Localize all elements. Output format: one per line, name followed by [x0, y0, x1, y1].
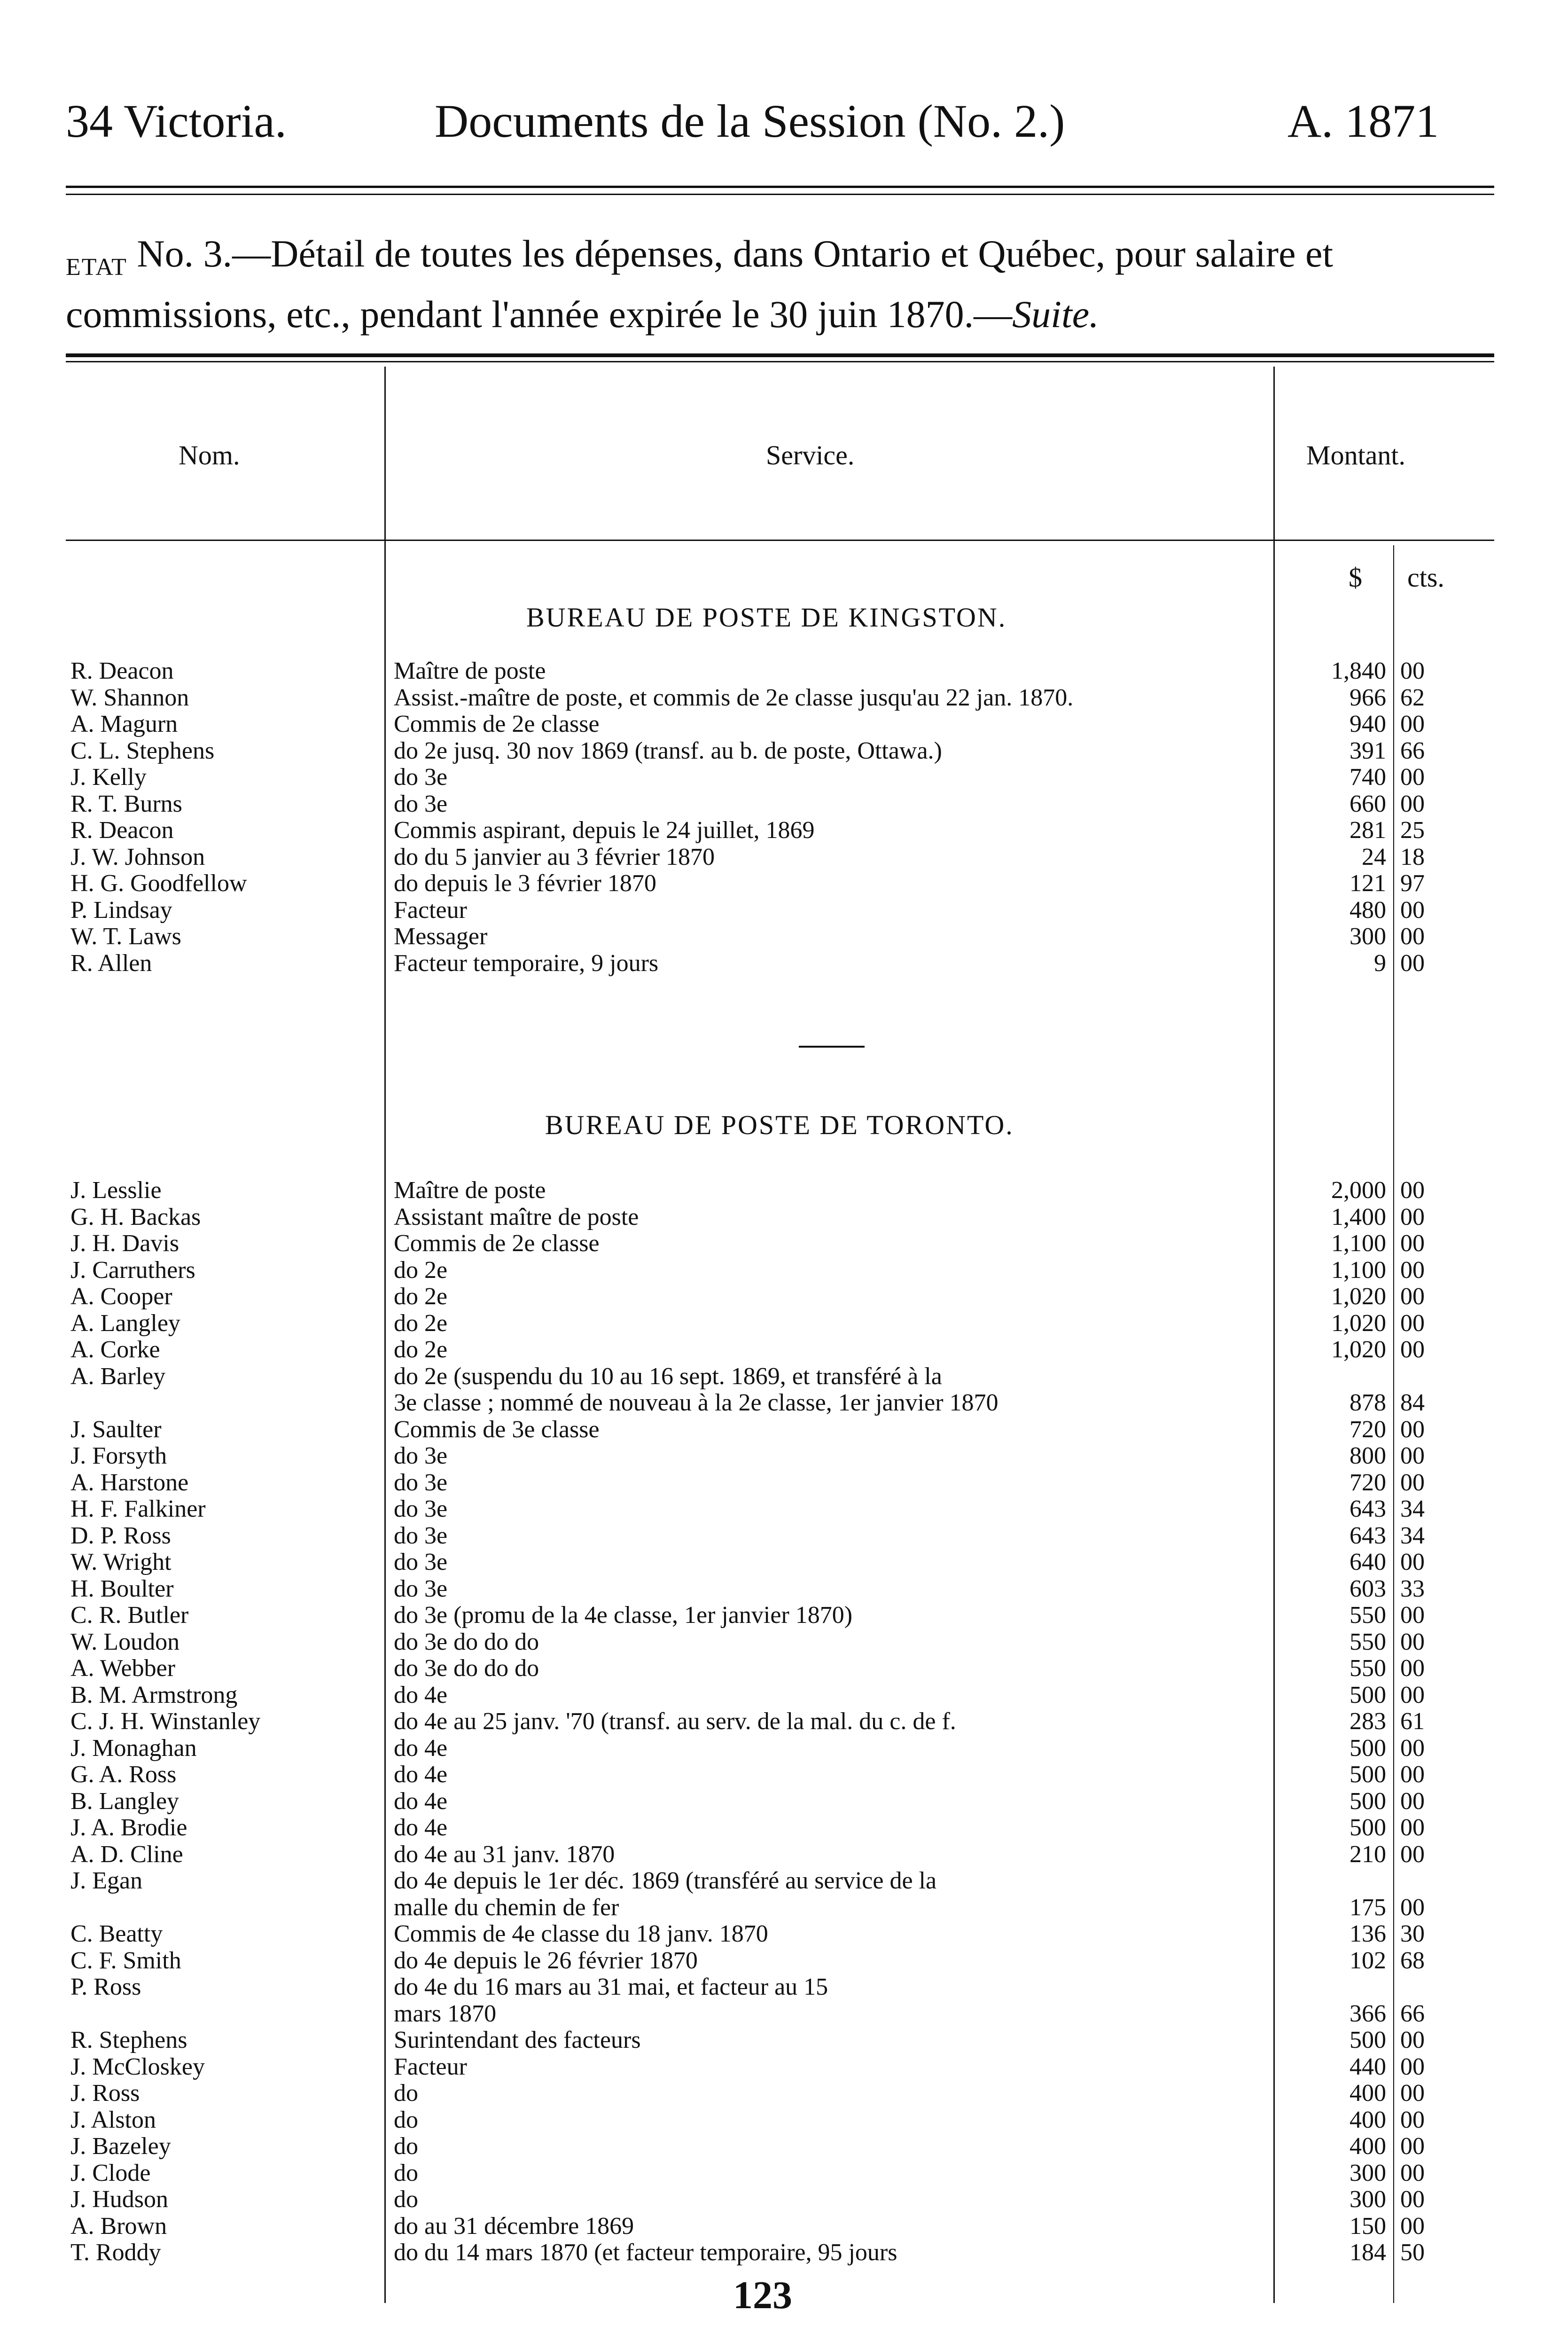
table-row: [0, 2080, 1568, 2107]
employee-name: J. Hudson: [70, 2186, 169, 2213]
employee-name: W. Wright: [70, 1549, 172, 1575]
service-description: Assist.-maître de poste, et commis de 2e classe jusqu'au 22 jan. 1870.: [394, 684, 1074, 711]
service-description: Facteur: [394, 2053, 467, 2080]
amount-cents: 00: [1400, 1443, 1425, 1469]
amount-cents: 00: [1400, 2160, 1425, 2186]
service-description: do 3e: [394, 1522, 448, 1549]
service-description: do: [394, 2107, 418, 2133]
amount-dollars: 150: [1350, 2213, 1386, 2240]
table-row: [0, 711, 1568, 737]
service-description: Maître de poste: [394, 658, 546, 684]
employee-name: A. Harstone: [70, 1469, 189, 1496]
table-row: [0, 2001, 1568, 2027]
table-row: [0, 844, 1568, 870]
service-description: do 3e: [394, 1496, 448, 1522]
table-row: [0, 897, 1568, 924]
table-row: [0, 2133, 1568, 2160]
service-description: malle du chemin de fer: [394, 1894, 619, 1921]
amount-cents: 00: [1400, 1337, 1425, 1363]
amount-cents: 00: [1400, 791, 1425, 817]
table-row: [0, 1762, 1568, 1788]
employee-name: C. F. Smith: [70, 1947, 181, 1974]
table-row: [0, 1576, 1568, 1602]
table-row: [0, 1257, 1568, 1284]
amount-dollars: 300: [1350, 2160, 1386, 2186]
amount-cents: 97: [1400, 870, 1425, 897]
amount-dollars: 400: [1350, 2080, 1386, 2107]
employee-name: J. H. Davis: [70, 1230, 179, 1257]
amount-dollars: 9: [1374, 950, 1386, 977]
service-description: Messager: [394, 924, 488, 950]
title-text: No. 3.—Détail de toutes les dépenses, dans Ontario et Québec, pour salaire et commissions, etc., pendant l'année expirée le 30 juin 1870.—: [66, 232, 1334, 336]
table-row: [0, 1443, 1568, 1469]
amount-cents: 50: [1400, 2240, 1425, 2266]
employee-name: J. Saulter: [70, 1416, 162, 1443]
employee-name: T. Roddy: [70, 2240, 161, 2266]
amount-dollars: 210: [1350, 1841, 1386, 1868]
service-description: do 4e: [394, 1735, 448, 1762]
amount-cents: 00: [1400, 1655, 1425, 1682]
table-row: [0, 1921, 1568, 1947]
amount-dollars: 940: [1350, 711, 1386, 737]
amount-cents: 00: [1400, 1230, 1425, 1257]
amount-dollars: 184: [1350, 2240, 1386, 2266]
amount-cents: 00: [1400, 2213, 1425, 2240]
employee-name: R. Allen: [70, 950, 152, 977]
amount-dollars: 391: [1350, 737, 1386, 764]
employee-name: J. Lesslie: [70, 1177, 162, 1204]
employee-name: J. Alston: [70, 2107, 156, 2133]
table-row: [0, 950, 1568, 977]
amount-dollars: 136: [1350, 1921, 1386, 1947]
service-description: do 2e (suspendu du 10 au 16 sept. 1869, et transféré à la: [394, 1363, 942, 1390]
amount-dollars: 720: [1350, 1416, 1386, 1443]
service-description: Facteur temporaire, 9 jours: [394, 950, 659, 977]
service-description: do 3e: [394, 1443, 448, 1469]
employee-name: C. R. Butler: [70, 1602, 189, 1629]
service-description: do 3e do do do: [394, 1655, 539, 1682]
amount-cents: 00: [1400, 1815, 1425, 1841]
service-description: Surintendant des facteurs: [394, 2027, 641, 2053]
amount-dollars: 720: [1350, 1469, 1386, 1496]
dollars-header: $: [1349, 562, 1362, 593]
employee-name: J. Ross: [70, 2080, 140, 2107]
section-heading-toronto: BUREAU DE POSTE DE TORONTO.: [545, 1110, 1014, 1140]
amount-cents: 00: [1400, 924, 1425, 950]
service-description: Facteur: [394, 897, 467, 924]
service-description: do 4e depuis le 26 février 1870: [394, 1947, 698, 1974]
employee-name: J. Carruthers: [70, 1257, 195, 1284]
service-description: do au 31 décembre 1869: [394, 2213, 634, 2240]
amount-dollars: 400: [1350, 2133, 1386, 2160]
header-rule-top: [66, 186, 1494, 188]
header-center: Documents de la Session (No. 2.): [435, 95, 1065, 147]
table-row: [0, 870, 1568, 897]
table-row: [0, 1337, 1568, 1363]
amount-dollars: 1,400: [1331, 1204, 1386, 1230]
title-suite: Suite.: [1012, 293, 1099, 336]
cents-header: cts.: [1407, 562, 1444, 593]
amount-dollars: 175: [1350, 1894, 1386, 1921]
table-row: [0, 738, 1568, 764]
amount-cents: 66: [1400, 737, 1425, 764]
service-description: do 3e: [394, 764, 448, 791]
table-row: [0, 1523, 1568, 1549]
employee-name: R. Deacon: [70, 817, 174, 844]
amount-cents: 00: [1400, 1416, 1425, 1443]
employee-name: C. J. H. Winstanley: [70, 1708, 261, 1735]
amount-cents: 00: [1400, 1788, 1425, 1815]
employee-name: J. Egan: [70, 1868, 143, 1894]
table-row: [0, 1363, 1568, 1390]
employee-name: C. L. Stephens: [70, 737, 215, 764]
employee-name: A. Cooper: [70, 1284, 172, 1310]
table-row: [0, 2240, 1568, 2266]
amount-dollars: 500: [1350, 1735, 1386, 1762]
employee-name: G. A. Ross: [70, 1762, 177, 1788]
amount-cents: 68: [1400, 1947, 1425, 1974]
service-description: Assistant maître de poste: [394, 1204, 639, 1230]
table-row: [0, 1204, 1568, 1230]
amount-cents: 00: [1400, 1629, 1425, 1655]
amount-dollars: 500: [1350, 1762, 1386, 1788]
table-rule-top-thin: [66, 361, 1494, 362]
service-description: do: [394, 2160, 418, 2186]
service-description: do 4e: [394, 1788, 448, 1815]
amount-dollars: 500: [1350, 1682, 1386, 1708]
employee-name: J. Bazeley: [70, 2133, 171, 2160]
employee-name: C. Beatty: [70, 1921, 163, 1947]
amount-cents: 00: [1400, 1682, 1425, 1708]
amount-dollars: 300: [1350, 924, 1386, 950]
employee-name: A. Webber: [70, 1655, 176, 1682]
employee-name: R. T. Burns: [70, 791, 182, 817]
table-row: [0, 1682, 1568, 1708]
column-header-service: Service.: [766, 440, 855, 470]
service-description: do 4e: [394, 1762, 448, 1788]
amount-cents: 62: [1400, 684, 1425, 711]
amount-dollars: 550: [1350, 1629, 1386, 1655]
amount-dollars: 800: [1350, 1443, 1386, 1469]
service-description: do: [394, 2186, 418, 2213]
employee-name: P. Lindsay: [70, 897, 172, 924]
title-etat: ETAT: [66, 254, 127, 281]
amount-cents: 00: [1400, 2027, 1425, 2053]
amount-dollars: 1,100: [1331, 1230, 1386, 1257]
column-header-nom: Nom.: [179, 440, 240, 470]
amount-cents: 00: [1400, 2053, 1425, 2080]
amount-cents: 00: [1400, 2186, 1425, 2213]
service-description: do 2e: [394, 1310, 448, 1337]
service-description: do 3e do do do: [394, 1629, 539, 1655]
employee-name: J. W. Johnson: [70, 844, 205, 870]
column-header-rule: [66, 540, 1494, 541]
table-row: [0, 924, 1568, 950]
table-row: [0, 2186, 1568, 2213]
table-row: [0, 685, 1568, 711]
service-description: do 2e: [394, 1257, 448, 1284]
table-row: [0, 1549, 1568, 1575]
amount-cents: 00: [1400, 1204, 1425, 1230]
amount-dollars: 480: [1350, 897, 1386, 924]
amount-cents: 84: [1400, 1390, 1425, 1416]
employee-name: B. M. Armstrong: [70, 1682, 238, 1708]
service-description: do 3e (promu de la 4e classe, 1er janvier 1870): [394, 1602, 853, 1629]
table-row: [0, 2160, 1568, 2186]
amount-dollars: 966: [1350, 684, 1386, 711]
employee-name: G. H. Backas: [70, 1204, 201, 1230]
employee-name: H. Boulter: [70, 1575, 174, 1602]
employee-name: D. P. Ross: [70, 1522, 171, 1549]
amount-cents: 00: [1400, 1602, 1425, 1629]
amount-dollars: 366: [1350, 2000, 1386, 2027]
service-description: do 4e du 16 mars au 31 mai, et facteur au 15: [394, 1974, 828, 2000]
employee-name: A. Magurn: [70, 711, 178, 737]
service-description: Maître de poste: [394, 1177, 546, 1204]
table-row: [0, 1655, 1568, 1682]
amount-dollars: 500: [1350, 1815, 1386, 1841]
employee-name: R. Deacon: [70, 658, 174, 684]
amount-cents: 00: [1400, 1549, 1425, 1575]
amount-dollars: 550: [1350, 1602, 1386, 1629]
amount-cents: 00: [1400, 2107, 1425, 2133]
amount-cents: 34: [1400, 1522, 1425, 1549]
service-description: mars 1870: [394, 2000, 497, 2027]
section-heading-kingston: BUREAU DE POSTE DE KINGSTON.: [526, 602, 1007, 633]
amount-cents: 00: [1400, 1762, 1425, 1788]
employee-name: A. Brown: [70, 2213, 167, 2240]
table-row: [0, 1470, 1568, 1496]
employee-name: W. Loudon: [70, 1629, 180, 1655]
amount-cents: 00: [1400, 1177, 1425, 1204]
amount-dollars: 400: [1350, 2107, 1386, 2133]
service-description: do 3e: [394, 791, 448, 817]
table-row: [0, 817, 1568, 844]
amount-dollars: 603: [1350, 1575, 1386, 1602]
amount-dollars: 102: [1350, 1947, 1386, 1974]
employee-name: A. Barley: [70, 1363, 166, 1390]
amount-cents: 00: [1400, 2133, 1425, 2160]
amount-cents: 66: [1400, 2000, 1425, 2027]
amount-dollars: 500: [1350, 1788, 1386, 1815]
amount-dollars: 1,100: [1331, 1257, 1386, 1284]
table-row: [0, 1602, 1568, 1629]
employee-name: A. Langley: [70, 1310, 180, 1337]
amount-dollars: 1,020: [1331, 1310, 1386, 1337]
amount-cents: 00: [1400, 1841, 1425, 1868]
employee-name: P. Ross: [70, 1974, 141, 2000]
page-number: 123: [733, 2273, 792, 2317]
service-description: Commis de 3e classe: [394, 1416, 600, 1443]
amount-dollars: 283: [1350, 1708, 1386, 1735]
service-description: Commis aspirant, depuis le 24 juillet, 1869: [394, 817, 815, 844]
amount-cents: 34: [1400, 1496, 1425, 1522]
amount-dollars: 1,020: [1331, 1337, 1386, 1363]
employee-name: J. Forsyth: [70, 1443, 167, 1469]
table-row: [0, 1230, 1568, 1257]
table-row: [0, 1948, 1568, 1974]
service-description: do 4e: [394, 1815, 448, 1841]
amount-cents: 30: [1400, 1921, 1425, 1947]
header-left: 34 Victoria.: [66, 95, 287, 147]
table-row: [0, 1177, 1568, 1204]
amount-dollars: 643: [1350, 1496, 1386, 1522]
service-description: Commis de 4e classe du 18 janv. 1870: [394, 1921, 768, 1947]
service-description: do 4e au 25 janv. '70 (transf. au serv. de la mal. du c. de f.: [394, 1708, 956, 1735]
service-description: do 3e: [394, 1469, 448, 1496]
table-row: [0, 2054, 1568, 2080]
service-description: do 3e: [394, 1575, 448, 1602]
table-row: [0, 2107, 1568, 2133]
amount-dollars: 640: [1350, 1549, 1386, 1575]
table-row: [0, 1284, 1568, 1310]
table-row: [0, 1735, 1568, 1762]
column-header-montant: Montant.: [1306, 440, 1406, 470]
amount-dollars: 550: [1350, 1655, 1386, 1682]
service-description: do du 14 mars 1870 (et facteur temporaire, 95 jours: [394, 2240, 897, 2266]
employee-name: H. G. Goodfellow: [70, 870, 247, 897]
table-row: [0, 764, 1568, 791]
amount-cents: 00: [1400, 1257, 1425, 1284]
section-divider: [799, 1046, 865, 1048]
table-row: [0, 1868, 1568, 1894]
amount-cents: 00: [1400, 658, 1425, 684]
table-row: [0, 1895, 1568, 1921]
amount-dollars: 660: [1350, 791, 1386, 817]
amount-dollars: 300: [1350, 2186, 1386, 2213]
amount-dollars: 440: [1350, 2053, 1386, 2080]
table-row: [0, 1629, 1568, 1655]
service-description: Commis de 2e classe: [394, 711, 600, 737]
amount-dollars: 24: [1362, 844, 1386, 870]
amount-dollars: 121: [1350, 870, 1386, 897]
service-description: do 2e: [394, 1337, 448, 1363]
employee-name: H. F. Falkiner: [70, 1496, 206, 1522]
employee-name: W. T. Laws: [70, 924, 181, 950]
amount-cents: 00: [1400, 1310, 1425, 1337]
amount-cents: 00: [1400, 897, 1425, 924]
employee-name: J. Kelly: [70, 764, 147, 791]
employee-name: J. Monaghan: [70, 1735, 197, 1762]
amount-dollars: 2,000: [1331, 1177, 1386, 1204]
table-title: [66, 230, 1494, 338]
amount-cents: 00: [1400, 764, 1425, 791]
service-description: do depuis le 3 février 1870: [394, 870, 656, 897]
table-row: [0, 2213, 1568, 2240]
service-description: do 2e: [394, 1284, 448, 1310]
amount-cents: 00: [1400, 711, 1425, 737]
employee-name: J. McCloskey: [70, 2053, 205, 2080]
amount-cents: 61: [1400, 1708, 1425, 1735]
table-row: [0, 1390, 1568, 1416]
amount-dollars: 1,840: [1331, 658, 1386, 684]
employee-name: A. Corke: [70, 1337, 160, 1363]
amount-dollars: 1,020: [1331, 1284, 1386, 1310]
service-description: do du 5 janvier au 3 février 1870: [394, 844, 715, 870]
amount-dollars: 643: [1350, 1522, 1386, 1549]
employee-name: A. D. Cline: [70, 1841, 183, 1868]
service-description: Commis de 2e classe: [394, 1230, 600, 1257]
service-description: do 4e: [394, 1682, 448, 1708]
amount-dollars: 500: [1350, 2027, 1386, 2053]
table-row: [0, 1708, 1568, 1735]
employee-name: B. Langley: [70, 1788, 179, 1815]
amount-cents: 00: [1400, 1469, 1425, 1496]
service-description: do 2e jusq. 30 nov 1869 (transf. au b. de poste, Ottawa.): [394, 737, 942, 764]
amount-cents: 00: [1400, 1735, 1425, 1762]
amount-cents: 00: [1400, 950, 1425, 977]
header-right: A. 1871: [1287, 95, 1439, 147]
amount-cents: 18: [1400, 844, 1425, 870]
amount-cents: 00: [1400, 1284, 1425, 1310]
amount-cents: 33: [1400, 1575, 1425, 1602]
table-row: [0, 658, 1568, 684]
header-rule-bottom: [66, 194, 1494, 195]
table-row: [0, 1815, 1568, 1841]
table-row: [0, 1841, 1568, 1868]
employee-name: J. A. Brodie: [70, 1815, 187, 1841]
amount-dollars: 878: [1350, 1390, 1386, 1416]
service-description: do 3e: [394, 1549, 448, 1575]
table-row: [0, 1310, 1568, 1337]
amount-dollars: 281: [1350, 817, 1386, 844]
table-row: [0, 1974, 1568, 2000]
amount-dollars: 740: [1350, 764, 1386, 791]
service-description: do 4e au 31 janv. 1870: [394, 1841, 615, 1868]
employee-name: W. Shannon: [70, 684, 189, 711]
table-rule-top: [66, 353, 1494, 357]
table-row: [0, 791, 1568, 817]
amount-cents: 25: [1400, 817, 1425, 844]
employee-name: J. Clode: [70, 2160, 151, 2186]
service-description: do: [394, 2080, 418, 2107]
employee-name: R. Stephens: [70, 2027, 187, 2053]
service-description: do 4e depuis le 1er déc. 1869 (transféré au service de la: [394, 1868, 937, 1894]
table-row: [0, 1496, 1568, 1522]
table-row: [0, 2027, 1568, 2053]
service-description: do: [394, 2133, 418, 2160]
table-row: [0, 1788, 1568, 1815]
amount-cents: 00: [1400, 2080, 1425, 2107]
amount-cents: 00: [1400, 1894, 1425, 1921]
service-description: 3e classe ; nommé de nouveau à la 2e classe, 1er janvier 1870: [394, 1390, 999, 1416]
table-row: [0, 1417, 1568, 1443]
